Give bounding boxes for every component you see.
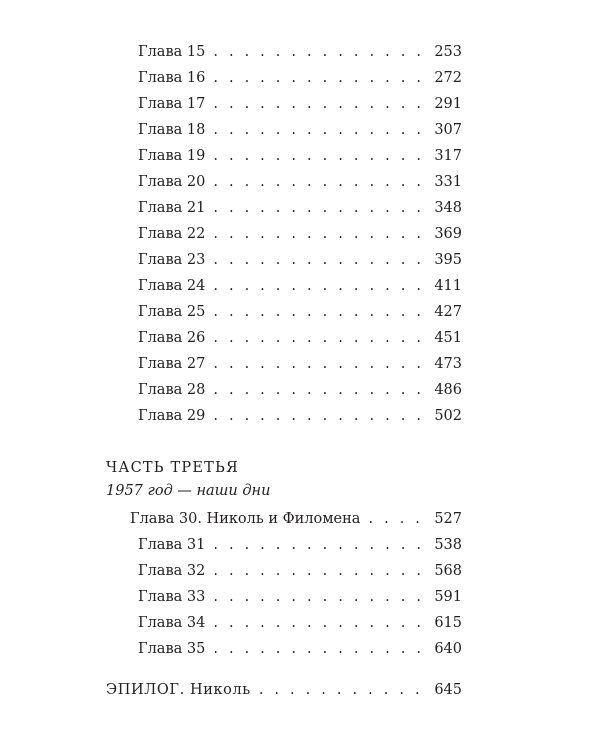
page-number: 369: [434, 226, 462, 242]
chapter-label: Глава 15: [138, 44, 206, 60]
toc-entry-chapter-16[interactable]: [138, 68, 462, 88]
dot-leader: [368, 509, 430, 529]
toc-entry-chapter-33[interactable]: [138, 587, 462, 607]
chapter-label: Глава 28: [138, 382, 206, 398]
dot-leader: [213, 224, 430, 244]
chapter-label: Глава 27: [138, 356, 206, 372]
chapter-label: Глава 21: [138, 200, 206, 216]
page-number: 538: [434, 537, 462, 553]
dot-leader: [213, 302, 430, 322]
toc-entry-chapter-19[interactable]: [138, 146, 462, 166]
dot-leader: [213, 146, 430, 166]
chapter-label: Глава 31: [138, 537, 206, 553]
dot-leader: [213, 639, 430, 659]
toc-entry-chapter-26[interactable]: [138, 328, 462, 348]
chapter-label: Глава 35: [138, 641, 206, 657]
dot-leader: [259, 680, 431, 700]
toc-entry-chapter-15[interactable]: [138, 42, 462, 62]
chapter-label: Глава 29: [138, 408, 206, 424]
dot-leader: [213, 587, 430, 607]
chapter-label: Глава 25: [138, 304, 206, 320]
chapter-label: Глава 16: [138, 70, 206, 86]
dot-leader: [213, 172, 430, 192]
chapter-label: Глава 24: [138, 278, 206, 294]
dot-leader: [213, 328, 430, 348]
chapter-label: Глава 23: [138, 252, 206, 268]
page-number: 317: [434, 148, 462, 164]
page-number: 502: [434, 408, 462, 424]
dot-leader: [213, 561, 430, 581]
toc-entry-chapter-31[interactable]: [138, 535, 462, 555]
toc-entry-chapter-25[interactable]: [138, 302, 462, 322]
page-number: 348: [434, 200, 462, 216]
toc-entry-chapter-18[interactable]: [138, 120, 462, 140]
page-number: 568: [434, 563, 462, 579]
page-number: 645: [434, 682, 462, 698]
toc-entry-chapter-27[interactable]: [138, 354, 462, 374]
toc-entry-chapter-28[interactable]: [138, 380, 462, 400]
dot-leader: [213, 120, 430, 140]
toc-entry-chapter-34[interactable]: [138, 613, 462, 633]
chapter-label: Глава 18: [138, 122, 206, 138]
page-number: 451: [434, 330, 462, 346]
dot-leader: [213, 94, 430, 114]
page-number: 291: [434, 96, 462, 112]
dot-leader: [213, 250, 430, 270]
dot-leader: [213, 613, 430, 633]
toc-entry-chapter-22[interactable]: [138, 224, 462, 244]
chapter-label: Глава 26: [138, 330, 206, 346]
chapter-label: Глава 22: [138, 226, 206, 242]
toc-entry-chapter-23[interactable]: [138, 250, 462, 270]
toc-entry-epilogue[interactable]: [106, 680, 462, 700]
chapter-label: Глава 34: [138, 615, 206, 631]
chapter-label: Глава 20: [138, 174, 206, 190]
chapter-label: Глава 33: [138, 589, 206, 605]
chapter-label: Глава 19: [138, 148, 206, 164]
page-number: 427: [434, 304, 462, 320]
toc-entry-chapter-35[interactable]: [138, 639, 462, 659]
page-number: 253: [434, 44, 462, 60]
page-number: 411: [434, 278, 462, 294]
page-number: 473: [434, 356, 462, 372]
toc-entry-chapter-24[interactable]: [138, 276, 462, 296]
page-number: 591: [434, 589, 462, 605]
epilogue-label: ЭПИЛОГ. Николь: [106, 682, 251, 698]
page-number: 486: [434, 382, 462, 398]
dot-leader: [213, 535, 430, 555]
dot-leader: [213, 42, 430, 62]
part-three-subtitle: 1957 год — наши дни: [106, 483, 271, 499]
page-number: 615: [434, 615, 462, 631]
dot-leader: [213, 354, 430, 374]
page-number: 527: [434, 511, 462, 527]
dot-leader: [213, 68, 430, 88]
chapter-label: Глава 32: [138, 563, 206, 579]
dot-leader: [213, 406, 430, 426]
dot-leader: [213, 198, 430, 218]
chapter-label: Глава 30. Николь и Филомена: [130, 511, 361, 527]
page-number: 331: [434, 174, 462, 190]
part-three-title: ЧАСТЬ ТРЕТЬЯ: [106, 460, 239, 476]
toc-entry-chapter-29[interactable]: [138, 406, 462, 426]
toc-entry-chapter-17[interactable]: [138, 94, 462, 114]
chapter-label: Глава 17: [138, 96, 206, 112]
page-number: 272: [434, 70, 462, 86]
toc-entry-chapter-30[interactable]: [130, 509, 462, 529]
page-number: 640: [434, 641, 462, 657]
page-number: 395: [434, 252, 462, 268]
toc-entry-chapter-32[interactable]: [138, 561, 462, 581]
toc-entry-chapter-21[interactable]: [138, 198, 462, 218]
dot-leader: [213, 276, 430, 296]
dot-leader: [213, 380, 430, 400]
page-number: 307: [434, 122, 462, 138]
toc-entry-chapter-20[interactable]: [138, 172, 462, 192]
